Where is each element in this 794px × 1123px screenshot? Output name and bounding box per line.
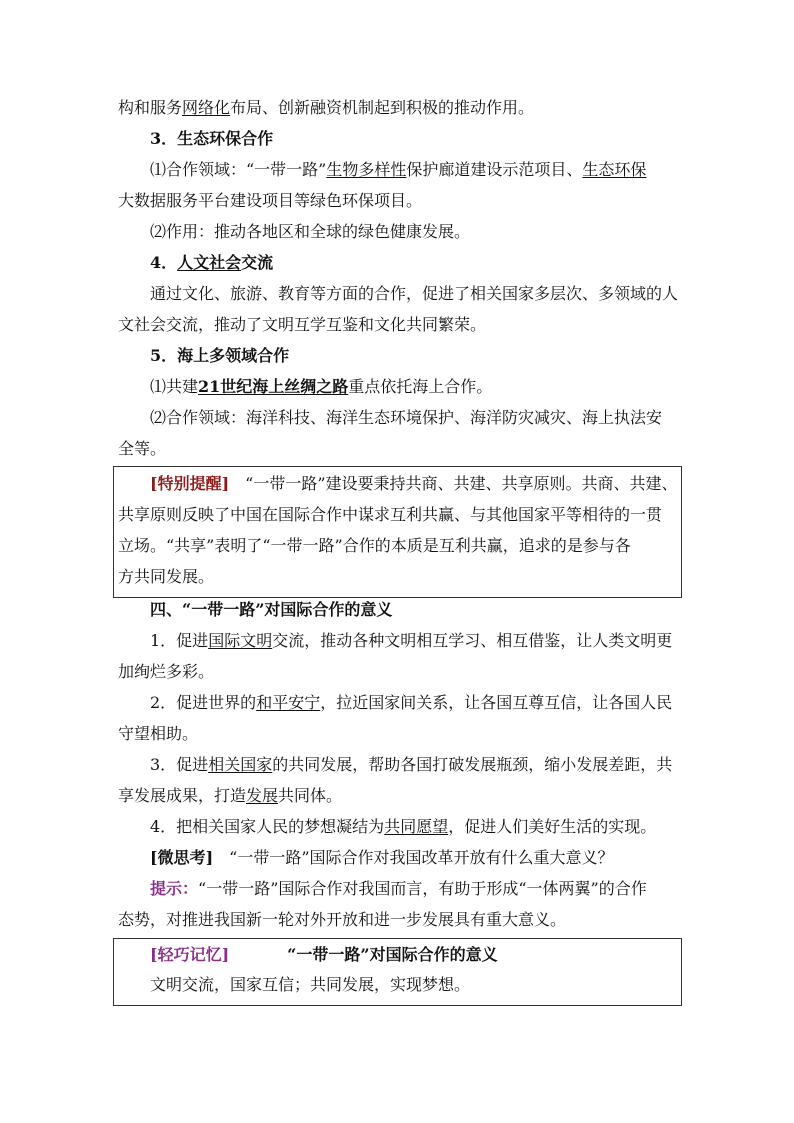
sig-p3-post: 的共同发展，帮助各国打破发展瓶颈，缩小发展差距，共 [272,755,673,774]
sig-p1-line2: 加绚烂多彩。 [118,662,215,681]
sig-p3-line2-underlined: 发展 [246,786,279,805]
sig-p3-pre: 3．促进 [150,755,209,774]
memory-title: “一带一路”对国际合作的意义 [287,945,498,964]
eco-field-line2: 大数据服务平台建设项目等绿色环保项目。 [118,191,423,210]
think-hint-line2: 态势，对推进我国新一轮对外开放和进一步发展具有重大意义。 [118,910,567,929]
sea-item2-line2: 全等。 [118,439,167,458]
sig-p2-pre: 2．促进世界的 [150,693,257,712]
note-line1 [150,474,678,494]
culture-heading-post: 交流 [241,253,274,272]
sig-p4-underlined: 共同愿望 [384,817,449,836]
sea-heading: 5．海上多领域合作 [150,346,290,365]
sig-p2-post: ，拉近国家间关系，让各国互尊互信，让各国人民 [320,693,673,712]
think-question: “一带一路”国际合作对我国改革开放有什么重大意义？ [213,848,614,867]
sea-item1-underlined: 21世纪海上丝绸之路 [198,377,349,396]
sig-p4-post: ，促进人们美好生活的实现。 [448,817,657,836]
note-line4: 方共同发展。 [118,567,215,586]
sea-item2-line1: ⑵合作领域：海洋科技、海洋生态环境保护、海洋防灾减灾、海上执法安 [150,408,663,427]
sig-p4-line [150,817,656,837]
sea-item1-pre: ⑴共建 [150,377,199,396]
sig-p2-underlined: 和平安宁 [256,693,321,712]
sea-item1-post: 重点依托海上合作。 [348,377,493,396]
think-hint-line1 [150,879,647,899]
note-line2: 共享原则反映了中国在国际合作中谋求互利共赢、与其他国家平等相待的一贯 [118,505,663,524]
sig-p2-line1 [150,693,672,713]
memory-title-line [150,945,498,965]
think-hint-text1: “一带一路”国际合作对我国而言，有助于形成“一体两翼”的合作 [198,879,647,898]
think-hint-label: 提示： [150,879,199,898]
think-question-line [150,848,614,868]
sig-p3-line2 [118,786,342,806]
culture-body-line1: 通过文化、旅游、教育等方面的合作，促进了相关国家多层次、多领域的人 [150,284,679,303]
culture-heading [150,253,273,273]
intro-tail-underlined: 网络化 [182,98,231,117]
culture-heading-underlined: 人文社会 [177,253,242,272]
eco-field-mid: 保护廊道建设示范项目、 [406,160,583,179]
intro-tail-post: 布局、创新融资机制起到积极的推动作用。 [230,98,535,117]
sig-p2-line2: 守望相助。 [118,724,199,743]
eco-field-pre: ⑴合作领域：“一带一路” [150,160,327,179]
eco-field-underlined-2: 生态环保 [582,160,647,179]
intro-tail-pre: 构和服务 [118,98,183,117]
eco-heading: 3．生态环保合作 [150,129,274,148]
sig-p1-underlined: 国际文明 [208,631,273,650]
memory-tag: [轻巧记忆] [150,945,230,964]
eco-field-line1 [150,160,646,180]
note-line3: 立场。“共享”表明了“一带一路”合作的本质是互利共赢，追求的是参与各 [118,536,631,555]
sig-p1-line1 [150,631,672,651]
sig-p1-pre: 1．促进 [150,631,209,650]
eco-field-underlined-1: 生物多样性 [326,160,407,179]
intro-tail-line [118,98,534,118]
eco-effect: ⑵作用：推动各地区和全球的绿色健康发展。 [150,222,471,241]
sig-p3-line1 [150,755,672,775]
sig-p3-line2-pre: 享发展成果，打造 [118,786,247,805]
memory-body: 文明交流，国家互信；共同发展，实现梦想。 [150,975,471,994]
culture-body-line2: 文社会交流，推动了文明互学互鉴和文化共同繁荣。 [118,315,487,334]
think-tag: [微思考] [150,848,214,867]
note-tag: [特别提醒] [150,474,230,493]
sig-p1-post: 交流，推动各种文明相互学习、相互借鉴，让人类文明更 [272,631,673,650]
significance-heading: 四、“一带一路”对国际合作的意义 [150,600,393,619]
note-line1-text: “一带一路”建设要秉持共商、共建、共享原则。共商、共建、 [229,474,678,493]
sig-p3-underlined: 相关国家 [208,755,273,774]
sig-p4-pre: 4．把相关国家人民的梦想凝结为 [150,817,385,836]
culture-heading-num: 4． [150,253,178,272]
sea-item1 [150,377,492,397]
sig-p3-line2-post: 共同体。 [278,786,343,805]
